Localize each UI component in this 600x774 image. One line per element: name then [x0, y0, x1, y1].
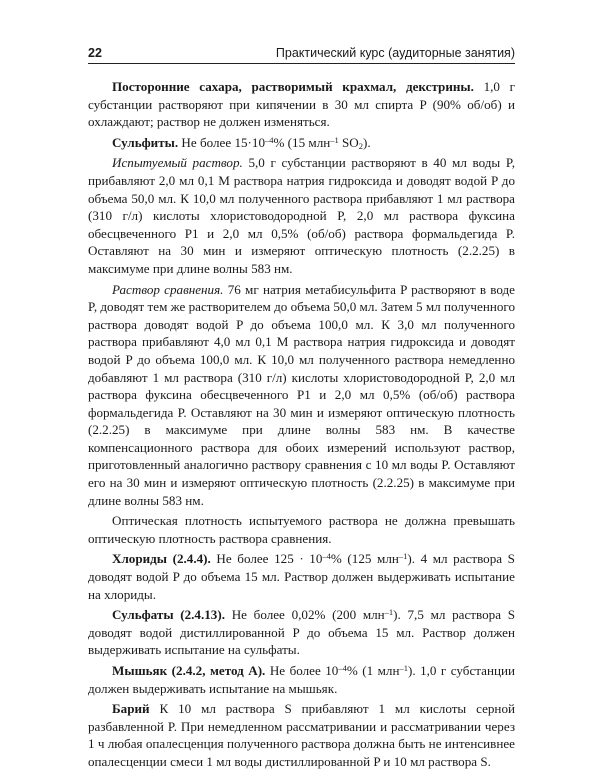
section-heading: Барий — [112, 701, 150, 717]
paragraph-arsenic: Мышьяк (2.4.2, метод А). Не более $10^{-4}\%$ (1 млн$^{-1}$). 1,0 г субстанции должен выдерживать испытание на мышьяк. — [88, 663, 515, 696]
section-heading: Мышьяк (2.4.2, метод А). — [112, 663, 266, 678]
paragraph-foreign-sugars: Посторонние сахара, растворимый крахмал, декстрины. 1,0 г субстанции растворяют при кипячении в 30 мл спирта P (90% об/об) и охлаждают; раствор не должен изменяться. — [88, 79, 515, 130]
page — [88, 46, 515, 774]
paragraph-reference-solution: Раствор сравнения. 76 мг натрия метабисульфита P растворяют в воде P, доводят тем же растворителем до объема 50,0 мл. Затем 5 мл полученного раствора доводят водой P до объема 100,0 мл. К 3,0 мл полученного раствора прибавляют 4,0 мл 0,1 М раствора натрия гидроксида и доводят водой P до объема 100,0 мл. К 10,0 мл полученного раствора немедленно добавляют 1 мл раствора (310 г/л) кислоты хлористоводородной P, 2,0 мл раствора фуксина обесцвеченного P1 и 2,0 мл 0,5% (об/об) раствора формальдегида P. Оставляют на 30 мин и измеряют оптическую плотность (2.2.25) в максимуме при длине волны 583 нм. В качестве компенсационного раствора для обоих измерений используют раствор, приготовленный аналогично раствору сравнения с 10 мл воды P. Оставляют его на 30 мин и измеряют оптическую плотность (2.2.25) в максимуме при длине волны 583 нм. — [88, 281, 515, 508]
running-title: Практический курс (аудиторные занятия) — [275, 46, 515, 60]
paragraph-chlorides: Хлориды (2.4.4). Не более $125 \cdot 10^{-4}\%$ (125 млн$^{-1}$). 4 мл раствора S доводят водой P до объема 15 мл. Раствор должен выдерживать испытание на хлориды. — [88, 551, 515, 602]
paragraph-optical-density: Оптическая плотность испытуемого раствора не должна превышать оптическую плотность раствора сравнения. — [88, 513, 515, 546]
section-heading: Хлориды (2.4.4). — [112, 551, 211, 567]
paragraph-test-solution: Испытуемый раствор. 5,0 г субстанции растворяют в 40 мл воды P, прибавляют 2,0 мл 0,1 М раствора натрия гидроксида и доводят водой P до объема 50,0 мл. К 10,0 мл полученного раствора прибавляют 1 мл раствора (310 г/л) кислоты хлористоводородной P, 2,0 мл раствора фуксина обесцвеченного P1 и 2,0 мл 0,5% (об/об) раствора формальдегида P. Оставляют на 30 мин и измеряют оптическую плотность (2.2.25) в максимуме при длине волны 583 нм. — [88, 155, 515, 276]
paragraph-sulfates: Сульфаты (2.4.13). Не более 0,02% (200 млн$^{-1}$). 7,5 мл раствора S доводят водой дистиллированной P до объема 15 мл. Раствор должен выдерживать испытание на сульфаты. — [88, 607, 515, 658]
page-body — [88, 78, 515, 771]
subheading: Испытуемый раствор. — [112, 155, 243, 171]
section-heading: Сульфиты. — [112, 134, 179, 150]
paragraph-barium: Барий К 10 мл раствора S прибавляют 1 мл кислоты серной разбавленной P. При немедленном рассматривании и рассматривании через 1 ч любая опалесценция полученного раствора должна быть не интенсивнее опалесценции смеси 1 мл воды дистиллированной P и 10 мл раствора S. — [88, 701, 515, 769]
section-heading: Посторонние сахара, растворимый крахмал, декстрины. — [112, 79, 474, 94]
page-number: 22 — [88, 46, 102, 60]
running-header — [88, 46, 515, 64]
section-heading: Сульфаты (2.4.13). — [112, 607, 225, 623]
paragraph-sulfites: Сульфиты. Не более $15\cdot 10^{-4}\%$ (15 млн$^{-1}$ $SO_2$). — [112, 134, 371, 151]
subheading: Раствор сравнения. — [112, 281, 224, 297]
